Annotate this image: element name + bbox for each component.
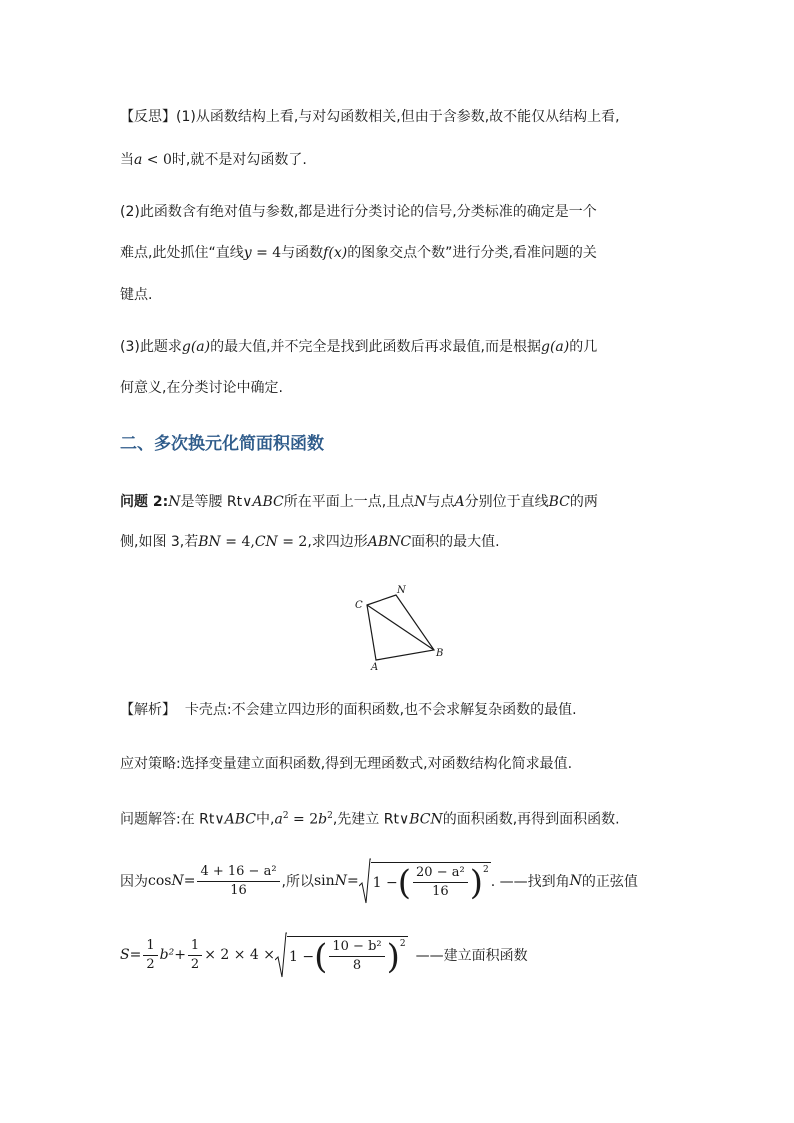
radical-icon <box>359 858 371 904</box>
var-a: a <box>274 811 283 828</box>
var-N: N <box>414 494 427 510</box>
inner-fraction <box>329 939 384 974</box>
paren-left: ( <box>314 936 328 977</box>
exponent: 2 <box>482 865 489 875</box>
reflection2-line-3: 键点. <box>120 287 153 303</box>
triangle-icon: ∨ <box>242 494 253 510</box>
eq: = 4, <box>220 534 255 550</box>
triangle-name: ABC <box>224 811 257 828</box>
var-y: y <box>243 245 252 261</box>
reflection3-line-1 <box>120 337 597 357</box>
strategy-line: 应对策略:选择变量建立面积函数,得到无理函数式,对函数结构化简求最值. <box>120 756 573 772</box>
one-minus: 1 − <box>289 948 315 965</box>
vertex-A-label: A <box>371 662 379 672</box>
text: 的面积函数,再得到面积函数. <box>442 811 620 828</box>
reflection-line-2 <box>120 150 307 170</box>
triangle-icon: ∨ <box>398 811 410 828</box>
cos-fn: cos <box>148 873 172 889</box>
exponent: 2 <box>282 811 289 821</box>
exponent: 2 <box>399 939 406 949</box>
text: (3)此题求 <box>120 339 182 355</box>
eq: = 4 <box>251 245 282 261</box>
func-arg: (x) <box>328 245 348 261</box>
text: 的最大值,并不完全是找到此函数后再求最值,而是根据 <box>210 339 541 355</box>
text: ,求四边形 <box>307 534 368 550</box>
eq: = 2 <box>288 811 319 828</box>
eq: = <box>129 947 142 963</box>
func-f: f <box>323 245 329 261</box>
eq: = 2 <box>277 534 308 550</box>
text: 中, <box>256 811 275 828</box>
text: 的几 <box>569 339 598 355</box>
eq: = <box>183 873 196 889</box>
reflection-line-1: 【反思】(1)从函数结构上看,与对勾函数相关,但由于含参数,故不能仅从结构上看, <box>120 109 620 125</box>
vertex-B-label: B <box>436 648 444 659</box>
eq: = <box>346 873 359 889</box>
sin-fn: sin <box>314 873 335 889</box>
reflection3-line-2: 何意义,在分类讨论中确定. <box>120 380 283 396</box>
text: 分别位于直线 <box>464 494 549 510</box>
var-A: A <box>454 494 465 510</box>
b-squared: b² <box>159 947 175 963</box>
func-arg: (a) <box>190 339 211 355</box>
problem-line-1 <box>120 492 598 512</box>
text: 难点,此处抓住“直线 <box>120 245 244 261</box>
half-fraction <box>188 938 202 973</box>
var-N: N <box>334 873 347 889</box>
denominator: 16 <box>432 884 449 899</box>
seg-BN: BN <box>198 534 221 550</box>
vertex-N-label: N <box>397 585 406 596</box>
text: ,先建立 Rt <box>332 811 399 828</box>
numerator: 1 <box>188 938 202 956</box>
numerator: 4 + 16 − a² <box>197 864 279 882</box>
reflection2-line-2 <box>120 243 597 263</box>
numerator: 20 − a² <box>413 865 468 883</box>
text: 面积的最大值. <box>411 534 500 550</box>
vertex-C-label: C <box>355 600 363 611</box>
text: ,所以 <box>281 874 314 890</box>
half-fraction <box>143 938 157 973</box>
denominator: 8 <box>352 958 362 973</box>
cos-formula-line <box>120 858 638 904</box>
func-arg: (a) <box>549 339 570 355</box>
var-N: N <box>171 873 184 889</box>
numerator: 1 <box>143 938 157 956</box>
paren-right: ) <box>469 862 483 903</box>
text: . ——找到角 <box>490 874 570 890</box>
sqrt-expression <box>359 858 491 904</box>
var-N: N <box>569 873 582 889</box>
denominator: 2 <box>146 956 155 972</box>
text: 因为 <box>120 874 148 890</box>
text: 当 <box>120 152 134 168</box>
radical-icon <box>275 932 287 978</box>
area-formula-line <box>120 932 528 978</box>
plus: + <box>174 947 186 963</box>
answer-line <box>120 806 620 830</box>
func-g: g <box>541 339 550 355</box>
text: 所在平面上一点,且点 <box>283 494 415 510</box>
text: 时,就不是对勾函数了. <box>171 152 307 168</box>
text: 与点 <box>426 494 455 510</box>
func-g: g <box>181 339 191 355</box>
numerator: 10 − b² <box>329 939 384 957</box>
seg-CN: CN <box>254 534 278 550</box>
text: 的两 <box>569 494 598 510</box>
analysis-label: 【解析】 <box>120 702 176 718</box>
triangle-name: ABC <box>252 494 284 510</box>
line-BC: BC <box>548 494 570 510</box>
analysis-line <box>120 700 577 720</box>
text: 与函数 <box>281 245 324 261</box>
sqrt-body <box>287 936 408 977</box>
denominator: 2 <box>190 956 200 972</box>
text: 的正弦值 <box>581 874 638 890</box>
one-minus: 1 − <box>372 874 398 891</box>
sqrt-body <box>371 862 491 903</box>
paren-right: ) <box>386 936 400 977</box>
problem-line-2 <box>120 532 500 552</box>
var-b: b <box>318 811 328 828</box>
text: 是等腰 Rt <box>180 494 243 510</box>
times-part: × 2 × 4 × <box>204 947 276 963</box>
comment: ——建立面积函数 <box>415 948 528 964</box>
exponent: 2 <box>327 811 333 821</box>
quad-name: ABNC <box>367 534 412 550</box>
var-N: N <box>168 494 181 510</box>
relation: < 0 <box>142 152 172 168</box>
denominator: 16 <box>230 882 247 898</box>
text: 的图象交点个数”进行分类,看准问题的关 <box>347 245 597 261</box>
triangle-icon: ∨ <box>214 811 225 828</box>
cos-fraction <box>197 864 279 899</box>
text: 问题解答:在 Rt <box>120 811 215 828</box>
diagonal-CB <box>367 605 434 650</box>
paren-left: ( <box>397 862 412 903</box>
sqrt-expression <box>275 932 408 978</box>
reflection2-line-1: (2)此函数含有绝对值与参数,都是进行分类讨论的信号,分类标准的确定是一个 <box>120 204 597 220</box>
var-S: S <box>120 947 130 963</box>
inner-fraction <box>413 865 468 900</box>
text: 侧,如图 3,若 <box>120 534 199 550</box>
problem-label: 问题 2: <box>120 494 169 510</box>
quadrilateral-figure <box>350 582 450 672</box>
triangle-name: BCN <box>409 811 443 828</box>
var-a: a <box>134 152 143 168</box>
analysis-text: 卡壳点:不会建立四边形的面积函数,也不会求解复杂函数的最值. <box>184 702 577 718</box>
section-heading: 二、多次换元化简面积函数 <box>120 434 324 454</box>
